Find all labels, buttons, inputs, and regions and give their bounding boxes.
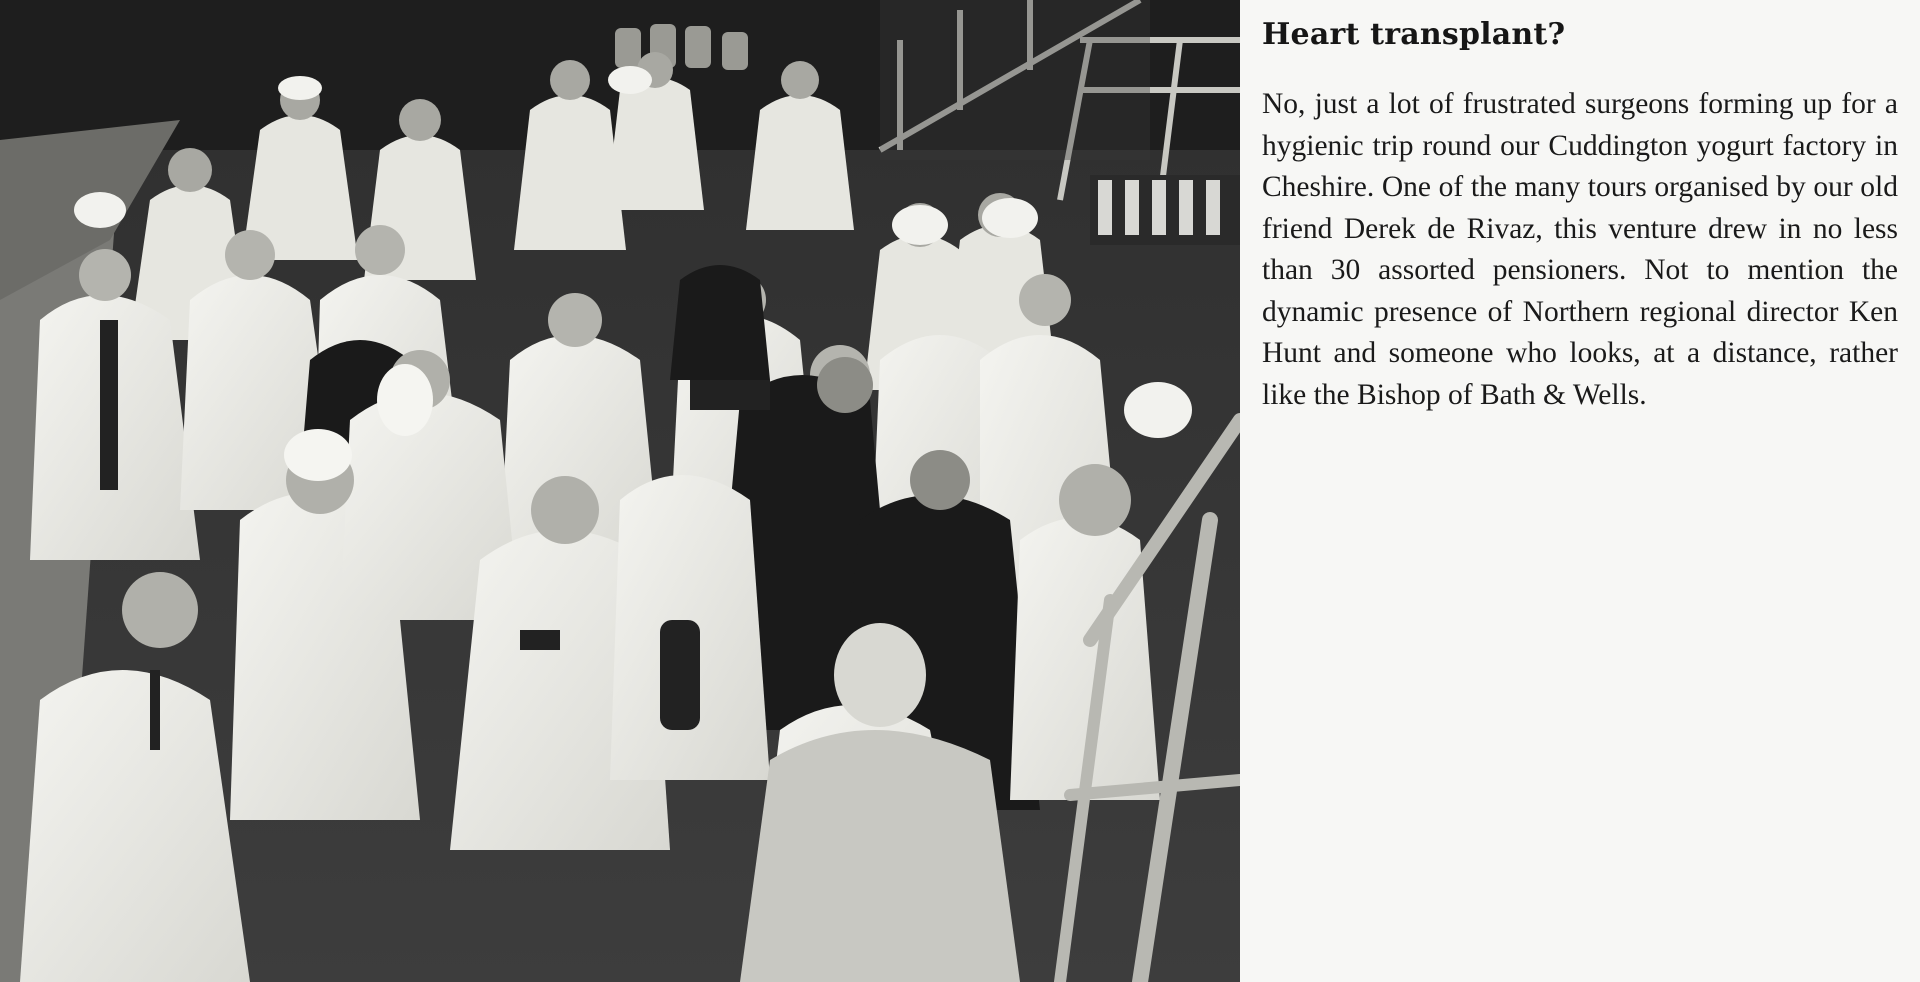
- article: [1262, 14, 1898, 416]
- article-headline: Heart transplant?: [1262, 17, 1566, 52]
- pallet: [1090, 175, 1240, 245]
- article-body: No, just a lot of frustrated surgeons forming up for a hygienic trip round our Cuddington yogurt factory in Cheshire. One of the many tours organised by our old friend Derek de Rivaz, this venture drew in no less than 30 assorted pensioners. Not to mention the dynamic presence of Northern regional director Ken Hunt and someone who looks, at a distance, rather like the Bishop of Bath & Wells.: [1262, 88, 1898, 411]
